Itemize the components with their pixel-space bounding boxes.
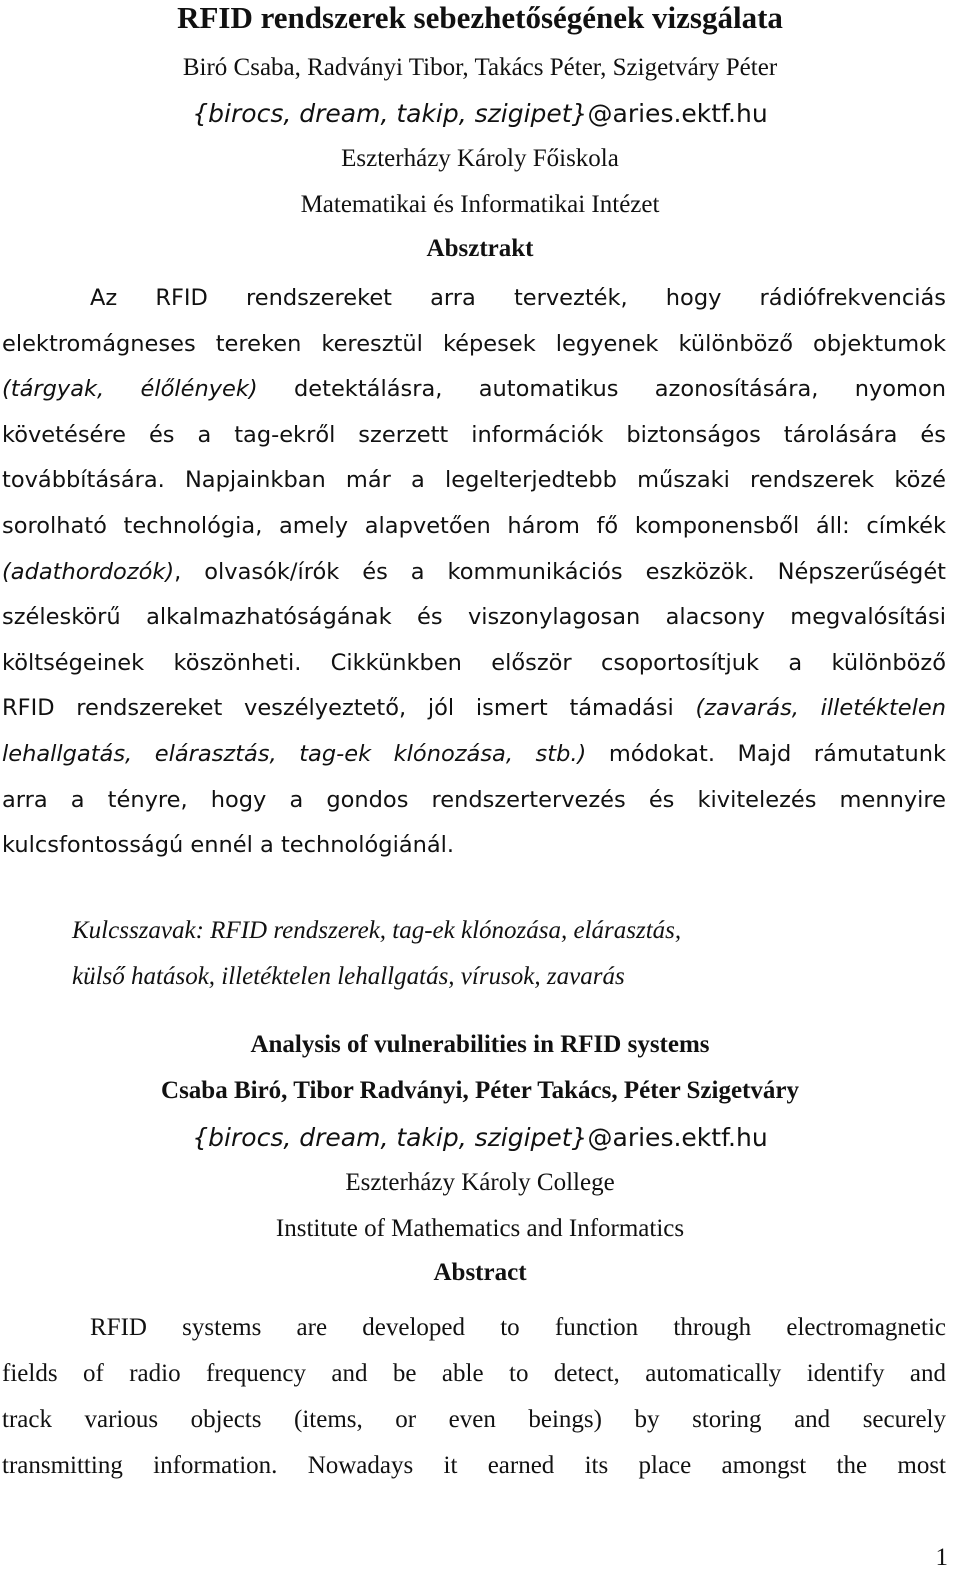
abstract-hu-text: módokat. Majd rámutatunk: [586, 740, 946, 767]
abstract-hu-line: kulcsfontosságú ennél a technológiánál.: [2, 832, 455, 859]
abstract-hu-line: széleskörű alkalmazhatóságának és viszonylagosan alacsony megvalósítási: [2, 604, 946, 631]
abstract-en-line: fields of radio frequency and be able to detect, automatically identify and: [2, 1360, 946, 1387]
email-domain-en: @aries.ektf.hu: [587, 1123, 768, 1152]
abstract-hu-line: Az RFID rendszereket arra tervezték, hogy rádiófrekvenciás: [90, 285, 946, 311]
abstract-hu-line: követésére és a tag-ekről szerzett információk biztonságos tárolására és: [2, 421, 946, 448]
abstract-body-en: [2, 1305, 946, 1489]
abstract-heading-en: Abstract: [433, 1259, 527, 1286]
abstract-hu-text: detektálásra, automatikus azonosítására, nyomon: [257, 376, 947, 403]
email-domain-hu: @aries.ektf.hu: [587, 99, 768, 128]
department-hu: Matematikai és Informatikai Intézet: [300, 191, 660, 218]
abstract-hu-line: elektromágneses tereken keresztül képesek legyenek különböző objektumok: [2, 330, 946, 357]
abstract-hu-line: továbbítására. Napjainkban már a legelterjedtebb műszaki rendszerek közé: [2, 467, 946, 494]
keywords: [72, 908, 872, 1000]
institution-hu: Eszterházy Károly Főiskola: [341, 145, 619, 172]
abstract-hu-text: RFID rendszereket veszélyeztető, jól ismert támadási: [2, 695, 696, 722]
abstract-hu-italic: (tárgyak, élőlények): [2, 376, 258, 403]
abstract-hu-italic: lehallgatás, elárasztás, tag-ek klónozása, stb.): [2, 740, 587, 767]
abstract-hu-line: sorolható technológia, amely alapvetően három fő komponensből áll: címkék: [2, 512, 946, 539]
abstract-hu-italic: (adathordozók): [2, 558, 175, 585]
paper-title-en: Analysis of vulnerabilities in RFID systems: [250, 1031, 710, 1058]
abstract-hu-line: arra a tényre, hogy a gondos rendszertervezés és kivitelezés mennyire: [2, 786, 946, 813]
department-en: Institute of Mathematics and Informatics: [275, 1215, 685, 1242]
abstract-heading-hu: Absztrakt: [426, 235, 534, 262]
email-hu: [0, 99, 960, 129]
authors-hu: Biró Csaba, Radványi Tibor, Takács Péter, Szigetváry Péter: [182, 54, 778, 81]
authors-en: Csaba Biró, Tibor Radványi, Péter Takács, Péter Szigetváry: [161, 1077, 799, 1104]
institution-en: Eszterházy Károly College: [345, 1169, 615, 1196]
abstract-hu-line: [2, 686, 946, 732]
abstract-hu-text: , olvasók/írók és a kommunikációs eszközök. Népszerűségét: [174, 558, 946, 585]
abstract-hu-line: [2, 732, 946, 778]
abstract-hu-line: [2, 550, 946, 596]
page-number: 1: [935, 1544, 948, 1571]
email-en: [0, 1123, 960, 1153]
paper-title-hu: RFID rendszerek sebezhetőségének vizsgálata: [177, 0, 783, 35]
abstract-en-line: RFID systems are developed to function through electromagnetic: [90, 1314, 946, 1341]
abstract-hu-italic: (zavarás, illetéktelen: [695, 695, 946, 722]
abstract-en-line: transmitting information. Nowadays it earned its place amongst the most: [2, 1452, 946, 1479]
email-user-en: {birocs, dream, takip, szigipet}: [192, 1123, 588, 1152]
abstract-en-line: track various objects (items, or even beings) by storing and securely: [2, 1406, 946, 1433]
abstract-hu-line: költségeinek köszönheti. Cikkünkben először csoportosítjuk a különböző: [2, 649, 946, 676]
keywords-line: külső hatások, illetéktelen lehallgatás, vírusok, zavarás: [72, 963, 625, 990]
abstract-body-hu: [2, 276, 946, 869]
abstract-hu-line: [2, 367, 946, 413]
keywords-line: Kulcsszavak: RFID rendszerek, tag-ek klónozása, elárasztás,: [72, 917, 682, 944]
email-user-hu: {birocs, dream, takip, szigipet}: [192, 99, 588, 128]
